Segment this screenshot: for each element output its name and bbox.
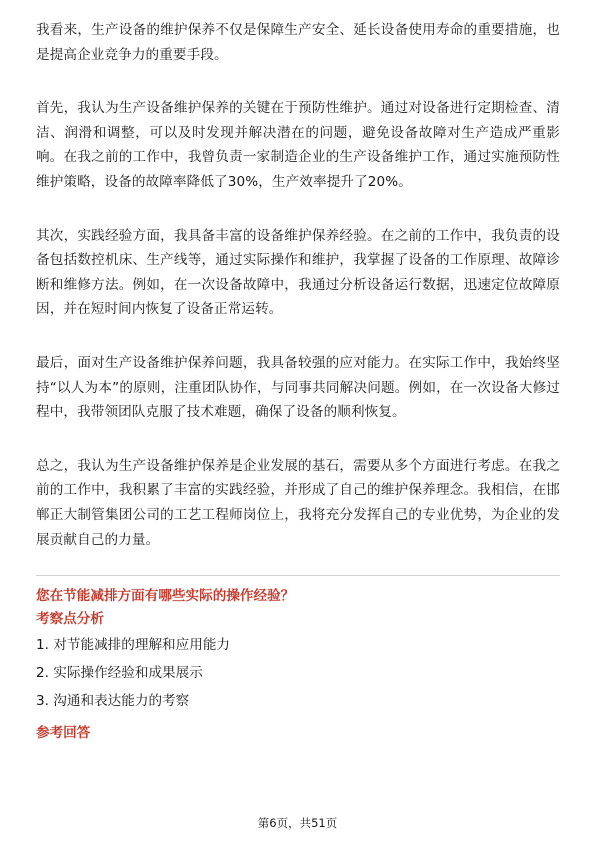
list-item: 1. 对节能减排的理解和应用能力: [36, 637, 231, 654]
page-number: 第6页，共51页: [257, 816, 338, 830]
document-body: [36, 18, 560, 744]
answer-heading: 参考回答: [36, 725, 91, 742]
analysis-list: [36, 634, 560, 712]
list-item: 2. 实际操作经验和成果展示: [36, 665, 203, 682]
paragraph-summary: 总之，我认为生产设备维护保养是企业发展的基石，需要从多个方面进行考虑。在我之前的工作中，我积累了丰富的实践经验，并形成了自己的维护保养理念。我相信，在邯郸正大制管集团公司的工艺工程师岗位上，我将充分发挥自己的专业优势，为企业的发展贡献自己的力量。: [36, 457, 560, 548]
paragraph-intro: 我看来，生产设备的维护保养不仅是保障生产安全、延长设备使用寿命的重要措施，也是提高企业竞争力的重要手段。: [36, 22, 560, 63]
list-item: 3. 沟通和表达能力的考察: [36, 693, 190, 710]
paragraph-second: 其次，实践经验方面，我具备丰富的设备维护保养经验。在之前的工作中，我负责的设备包括数控机床、生产线等，通过实际操作和维护，我掌握了设备的工作原理、故障诊断和维修方法。例如，在一次设备故障中，我通过分析设备运行数据，迅速定位故障原因，并在短时间内恢复了设备正常运转。: [36, 227, 560, 318]
paragraph-first: 首先，我认为生产设备维护保养的关键在于预防性维护。通过对设备进行定期检查、清洁、润滑和调整，可以及时发现并解决潜在的问题，避免设备故障对生产造成严重影响。在我之前的工作中，我曾负责一家制造企业的生产设备维护工作，通过实施预防性维护策略，设备的故障率降低了30%，生产效率提升了20%。: [36, 100, 560, 190]
analysis-heading: 考察点分析: [36, 611, 104, 628]
question-title: 您在节能减排方面有哪些实际的操作经验？: [36, 588, 295, 605]
section-divider: [36, 575, 560, 576]
paragraph-last: 最后，面对生产设备维护保养问题，我具备较强的应对能力。在实际工作中，我始终坚持“以人为本”的原则，注重团队协作，与同事共同解决问题。例如，在一次设备大修过程中，我带领团队克服了技术难题，确保了设备的顺利恢复。: [36, 354, 560, 421]
